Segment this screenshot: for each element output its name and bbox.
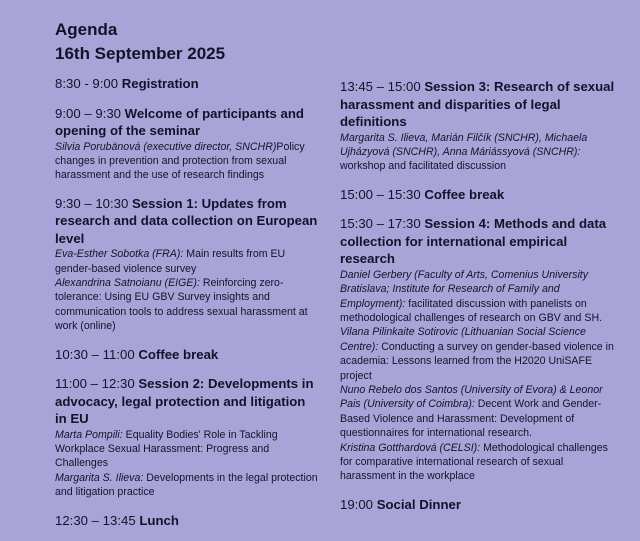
speaker-entry — [55, 276, 320, 334]
session-time: 15:30 – 17:30 — [340, 216, 421, 232]
agenda-item-dinner — [340, 496, 615, 514]
speaker-entry — [55, 247, 320, 276]
session-heading — [55, 346, 320, 364]
session-heading — [340, 186, 615, 204]
agenda-title — [55, 18, 225, 66]
talk-description: Methodological challenges for comparative international research of sexual harassment in the workplace — [340, 441, 608, 483]
talk-description: Conducting a survey on gender-based violence in academia: Lessons learned from the H2020 UniSAFE project — [340, 340, 614, 382]
agenda-item-lunch — [55, 512, 320, 530]
agenda-heading: Agenda — [55, 20, 118, 39]
talk-description: facilitated discussion with panelists on methodological challenges of research on GBV and SH. — [340, 297, 603, 324]
session-heading — [340, 78, 615, 131]
session-title: Session 1: Updates from research and data collection on European level — [55, 195, 318, 246]
talk-description: Reinforcing zero-tolerance: Using EU GBV Survey insights and communication tools to address sexual harassment at work (online) — [55, 277, 308, 333]
speaker-entry — [340, 383, 615, 441]
talk-description: workshop and facilitated discussion — [340, 160, 507, 173]
session-time: 13:45 – 15:00 — [340, 79, 421, 94]
session-time: 9:00 – 9:30 — [55, 105, 121, 121]
right-column — [340, 78, 615, 525]
session-title: Session 4: Methods and data collection for international empirical research — [340, 216, 607, 267]
session-time: 12:30 – 13:45 — [55, 512, 136, 528]
speaker-entry — [55, 428, 320, 471]
session-heading — [340, 215, 615, 268]
talk-description: Policy changes in prevention and protection from sexual harassment and the use of research findings — [55, 140, 305, 182]
talk-description: Developments in the legal protection and litigation practice — [55, 471, 318, 499]
speaker-entry — [340, 131, 615, 174]
speaker-entry — [340, 268, 615, 326]
agenda-item-coffee2 — [340, 186, 615, 204]
session-heading — [55, 375, 320, 428]
talk-description: Decent Work and Gender-Based Violence and Harassment: Development of questionnaires for international research. — [340, 398, 602, 440]
speaker-name: Eva-Esther Sobotka (FRA): — [55, 248, 184, 261]
agenda-item-session4 — [340, 215, 615, 484]
session-time: 19:00 — [340, 496, 374, 512]
speaker-name: Silvia Porubänová (executive director, SNCHR) — [55, 140, 277, 153]
speaker-name: Margarita S. Ilieva, Marián Filčík (SNCHR), Michaela Ujházyová (SNCHR), Anna Máriássyová (SNCHR): — [340, 131, 588, 158]
speaker-name: Alexandrina Satnoianu (EIGE): — [55, 277, 200, 290]
speaker-name: Margarita S. Ilieva: — [55, 471, 144, 484]
session-time: 15:00 – 15:30 — [340, 186, 421, 202]
speaker-name: Kristina Gotthardová (CELSI): — [340, 441, 481, 454]
session-title: Session 2: Developments in advocacy, legal protection and litigation in EU — [55, 376, 314, 427]
agenda-item-registration — [55, 75, 320, 93]
session-title: Session 3: Research of sexual harassment and disparities of legal definitions — [340, 79, 615, 129]
session-title: Coffee break — [424, 186, 505, 202]
session-heading — [55, 105, 320, 140]
session-title: Social Dinner — [376, 496, 461, 512]
speaker-entry — [55, 471, 320, 500]
speaker-name: Nuno Rebelo dos Santos (University of Evora) & Leonor Pais (University of Coimbra): — [340, 383, 603, 411]
left-column — [55, 75, 320, 541]
session-title: Welcome of participants and opening of the seminar — [55, 105, 304, 138]
talk-description: Main results from EU gender-based violence survey — [55, 248, 286, 275]
talk-description: Equality Bodies' Role in Tackling Workplace Sexual Harassment: Progress and Challenges — [55, 428, 278, 470]
speaker-entry — [55, 140, 320, 183]
session-time: 9:30 – 10:30 — [55, 195, 129, 211]
session-time: 11:00 – 12:30 — [55, 376, 135, 392]
session-heading — [340, 496, 615, 514]
agenda-item-session1 — [55, 195, 320, 334]
session-time: 10:30 – 11:00 — [55, 346, 135, 362]
session-title: Lunch — [139, 512, 179, 528]
agenda-item-coffee1 — [55, 346, 320, 364]
speaker-name: Marta Pompili: — [55, 428, 123, 441]
speaker-entry — [340, 325, 615, 383]
session-heading — [55, 512, 320, 530]
session-heading — [55, 195, 320, 248]
agenda-item-session2 — [55, 375, 320, 500]
session-title: Coffee break — [138, 346, 219, 362]
session-time: 8:30 - 9:00 — [55, 76, 119, 91]
speaker-entry — [340, 441, 615, 484]
speaker-name: Vilana Pilinkaite Sotirovic (Lithuanian Social Science Centre): — [340, 326, 586, 353]
agenda-item-session3 — [340, 78, 615, 174]
agenda-item-welcome — [55, 105, 320, 183]
agenda-date: 16th September 2025 — [55, 44, 226, 63]
speaker-name: Daniel Gerbery (Faculty of Arts, Comenius University Bratislava; Institute for Research of Family and Employment): — [340, 268, 589, 310]
session-title: Registration — [121, 76, 199, 91]
session-heading — [55, 75, 320, 93]
